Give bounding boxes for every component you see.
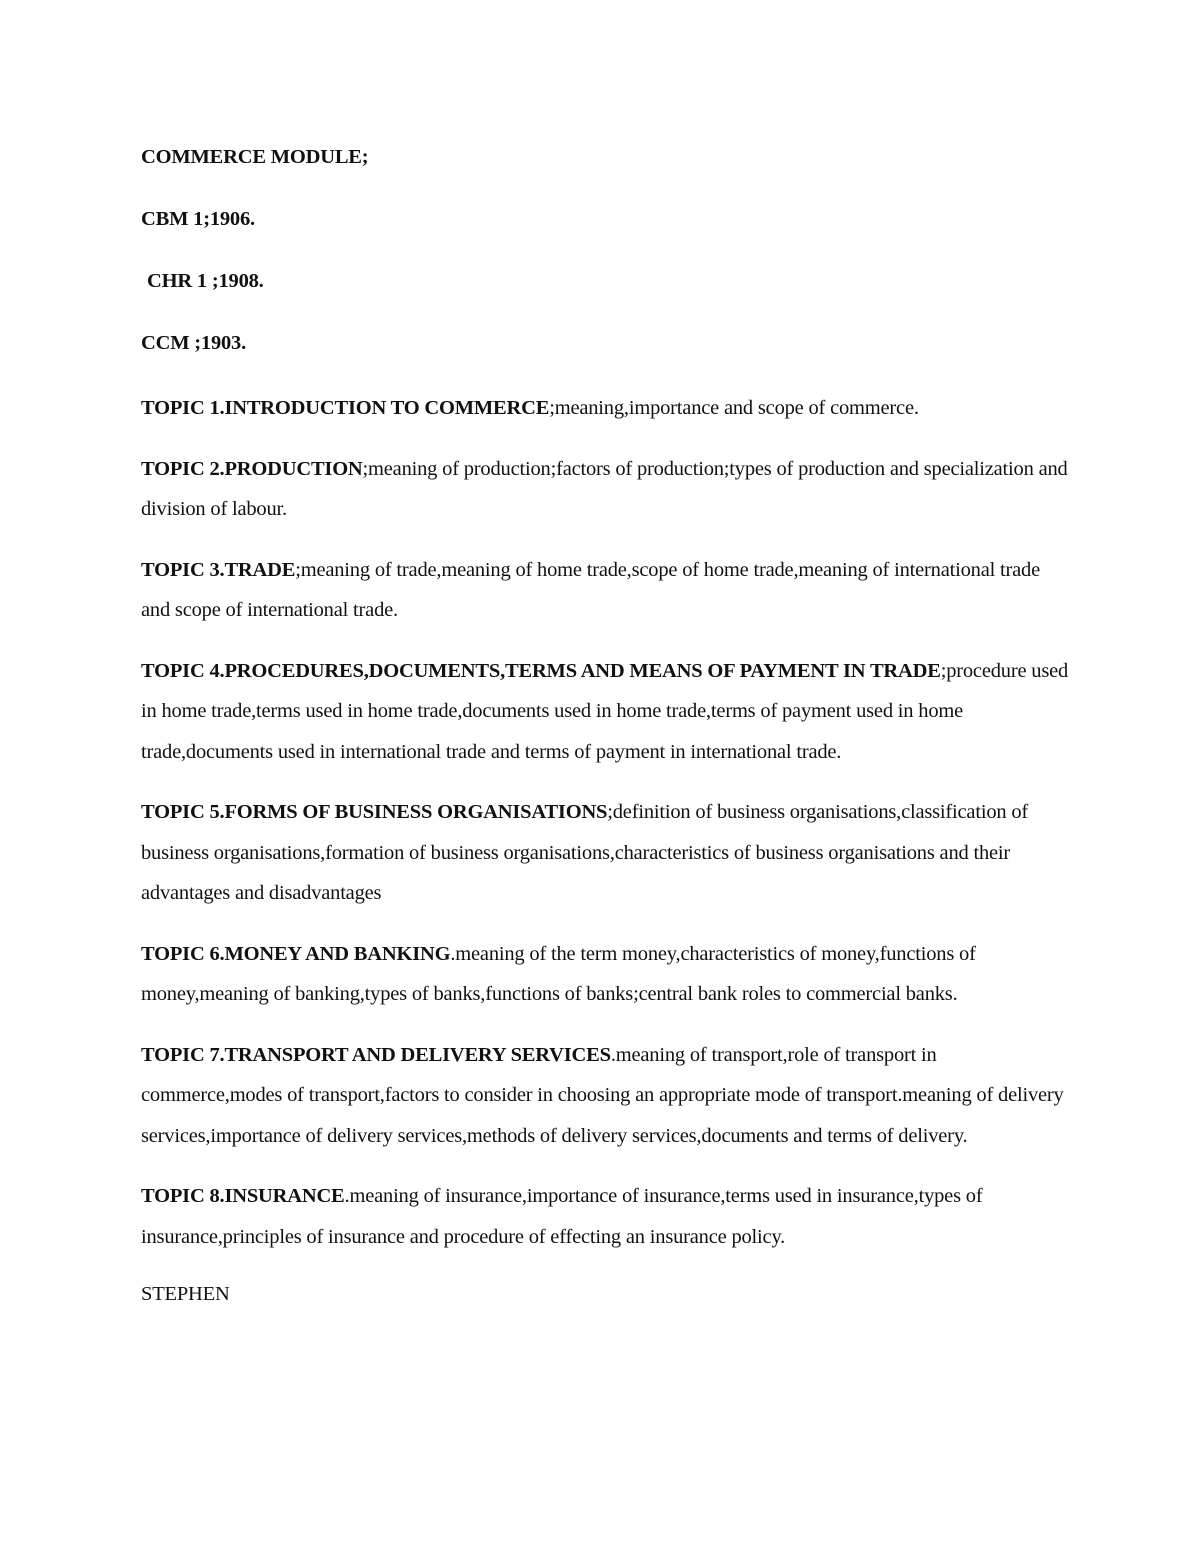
topic-1-body: ;meaning,importance and scope of commerce. bbox=[549, 397, 919, 419]
topic-8-heading: TOPIC 8.INSURANCE bbox=[141, 1185, 345, 1207]
topic-7-heading: TOPIC 7.TRANSPORT AND DELIVERY SERVICES bbox=[141, 1043, 611, 1066]
course-code-ccm: CCM ;1903. bbox=[141, 332, 247, 354]
topic-2-heading: TOPIC 2.PRODUCTION bbox=[141, 457, 363, 480]
topic-5-body: ;definition of business organisations,classification of business organisations,formation of business organisations,characteristics of business organisations and their advantages and disadvantages bbox=[141, 801, 1029, 904]
document-title: COMMERCE MODULE; bbox=[141, 146, 369, 168]
topic-4 bbox=[141, 651, 1071, 773]
topic-1-heading: TOPIC 1.INTRODUCTION TO COMMERCE bbox=[141, 397, 550, 419]
topic-5-heading: TOPIC 5.FORMS OF BUSINESS ORGANISATIONS bbox=[141, 801, 608, 823]
topic-7 bbox=[141, 1035, 1071, 1157]
course-code-chr: CHR 1 ;1908. bbox=[147, 270, 264, 292]
topic-3-body: ;meaning of trade,meaning of home trade,scope of home trade,meaning of international trade and scope of international trade. bbox=[141, 558, 1040, 621]
topic-3-heading: TOPIC 3.TRADE bbox=[141, 558, 296, 581]
topic-4-heading: TOPIC 4.PROCEDURES,DOCUMENTS,TERMS AND MEANS OF PAYMENT IN TRADE bbox=[141, 659, 941, 682]
topic-6 bbox=[141, 934, 1071, 1015]
topic-8-body: .meaning of insurance,importance of insurance,terms used in insurance,types of insurance,principles of insurance and procedure of effecting an insurance policy. bbox=[141, 1185, 983, 1248]
topic-1 bbox=[141, 388, 1071, 429]
topic-6-body: .meaning of the term money,characteristics of money,functions of money,meaning of banking,types of banks,functions of banks;central bank roles to commercial banks. bbox=[141, 942, 976, 1005]
topic-6-heading: TOPIC 6.MONEY AND BANKING bbox=[141, 942, 451, 965]
topic-2-body: ;meaning of production;factors of production;types of production and specialization and division of labour. bbox=[141, 457, 1068, 520]
topic-8 bbox=[141, 1176, 1071, 1257]
topic-3 bbox=[141, 550, 1071, 631]
topic-5 bbox=[141, 792, 1071, 914]
topic-7-body: .meaning of transport,role of transport in commerce,modes of transport,factors to consider in choosing an appropriate mode of transport.meaning of delivery services,importance of delivery services,methods of delivery services,documents and terms of delivery. bbox=[141, 1043, 1064, 1147]
topic-4-body: ;procedure used in home trade,terms used in home trade,documents used in home trade,terms of payment used in home trade,documents used in international trade and terms of payment in international trade. bbox=[141, 659, 1069, 763]
topic-2 bbox=[141, 449, 1071, 530]
author-signature: STEPHEN bbox=[141, 1283, 230, 1305]
course-code-cbm: CBM 1;1906. bbox=[141, 208, 255, 230]
document-body bbox=[141, 140, 1071, 1330]
